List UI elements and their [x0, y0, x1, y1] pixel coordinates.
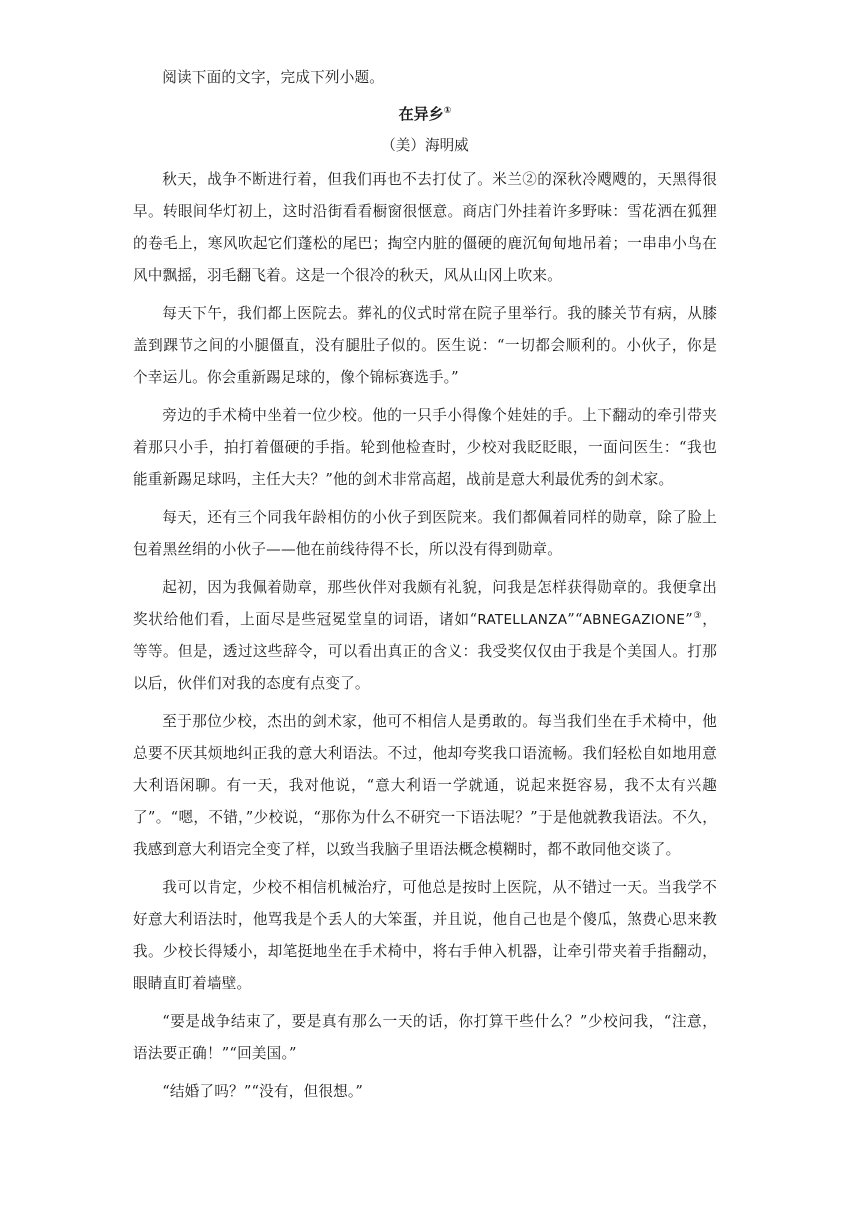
paragraph-2: 每天下午，我们都上医院去。葬礼的仪式时常在院子里举行。我的膝关节有病，从膝盖到踝节之间的小腿僵直，没有腿肚子似的。医生说：“一切都会顺利的。小伙子，你是个幸运儿。你会重新踢足球的，像个锦标赛选手。” — [133, 305, 717, 386]
paragraph-5 — [133, 572, 717, 700]
paragraph-5-part-b: ，等等。但是，透过这些辞令，可以看出真正的含义：我受奖仅仅由于我是个美国人。打那以后，伙伴们对我的态度有点变了。 — [133, 611, 717, 692]
quote-close: ” — [685, 611, 693, 628]
paragraph-9: “结婚了吗？”“没有，但很想。” — [162, 1083, 364, 1100]
paragraph-4: 每天，还有三个同我年龄相仿的小伙子到医院来。我们都佩着同样的勋章，除了脸上包着黑丝绢的小伙子——他在前线待得不长，所以没有得到勋章。 — [133, 509, 717, 558]
article — [133, 62, 717, 1108]
paragraph-7: 我可以肯定，少校不相信机械治疗，可他总是按时上医院，从不错过一天。当我学不好意大利语法时，他骂我是个丢人的大笨蛋，并且说，他自己也是个傻瓜，煞费心思来教我。少校长得矮小，却笔挺地坐在手术椅中，将右手伸入机器，让牵引带夹着手指翻动，眼睛直盯着墙壁。 — [133, 879, 717, 992]
paragraph-1: 秋天，战争不断进行着，但我们再也不去打仗了。米兰②的深秋冷飕飕的，天黑得很早。转眼间华灯初上，这时沿街看看橱窗很惬意。商店门外挂着许多野味：雪花洒在狐狸的卷毛上，寒风吹起它们蓬松的尾巴；掏空内脏的僵硬的鹿沉甸甸地吊着；一串串小鸟在风中飘摇，羽毛翻飞着。这是一个很冷的秋天，风从山冈上吹来。 — [133, 171, 717, 284]
paragraph-8: “要是战争结束了，要是真有那么一天的话，你打算干些什么？”少校问我，“注意，语法要正确！”“回美国。” — [133, 1013, 717, 1062]
award-word-1: RATELLANZA — [477, 612, 568, 628]
article-title — [133, 98, 717, 130]
paragraph-5-part-a: 起初，因为我佩着勋章，那些伙伴对我颇有礼貌，问我是怎样获得勋章的。我便拿出奖状给他们看，上面尽是些冠冕堂皇的词语，诸如“ — [133, 579, 717, 628]
paragraph-6: 至于那位少校，杰出的剑术家，他可不相信人是勇敢的。每当我们坐在手术椅中，他总要不厌其烦地纠正我的意大利语法。不过，他却夸奖我口语流畅。我们轻松自如地用意大利语闲聊。有一天，我对他说，“意大利语一学就通，说起来挺容易，我不太有兴趣了”。“嗯，不错，”少校说，“那你为什么不研究一下语法呢？”于是他就教我语法。不久，我感到意大利语完全变了样，以致当我脑子里语法概念模糊时，都不敢同他交谈了。 — [133, 713, 717, 858]
footnote-marker-3: ③ — [692, 611, 703, 622]
question-instruction: 阅读下面的文字，完成下列小题。 — [162, 69, 385, 86]
footnote-marker: ① — [443, 106, 452, 116]
quote-separator: ”“ — [567, 611, 583, 628]
article-title-text: 在异乡 — [398, 105, 444, 123]
article-author: （美）海明威 — [381, 137, 469, 154]
award-word-2: ABNEGAZIONE — [582, 612, 686, 628]
paragraph-3: 旁边的手术椅中坐着一位少校。他的一只手小得像个娃娃的手。上下翻动的牵引带夹着那只小手，拍打着僵硬的手指。轮到他检查时，少校对我眨眨眼，一面问医生：“我也能重新踢足球吗，主任大夫？”他的剑术非常高超，战前是意大利最优秀的剑术家。 — [133, 407, 717, 488]
